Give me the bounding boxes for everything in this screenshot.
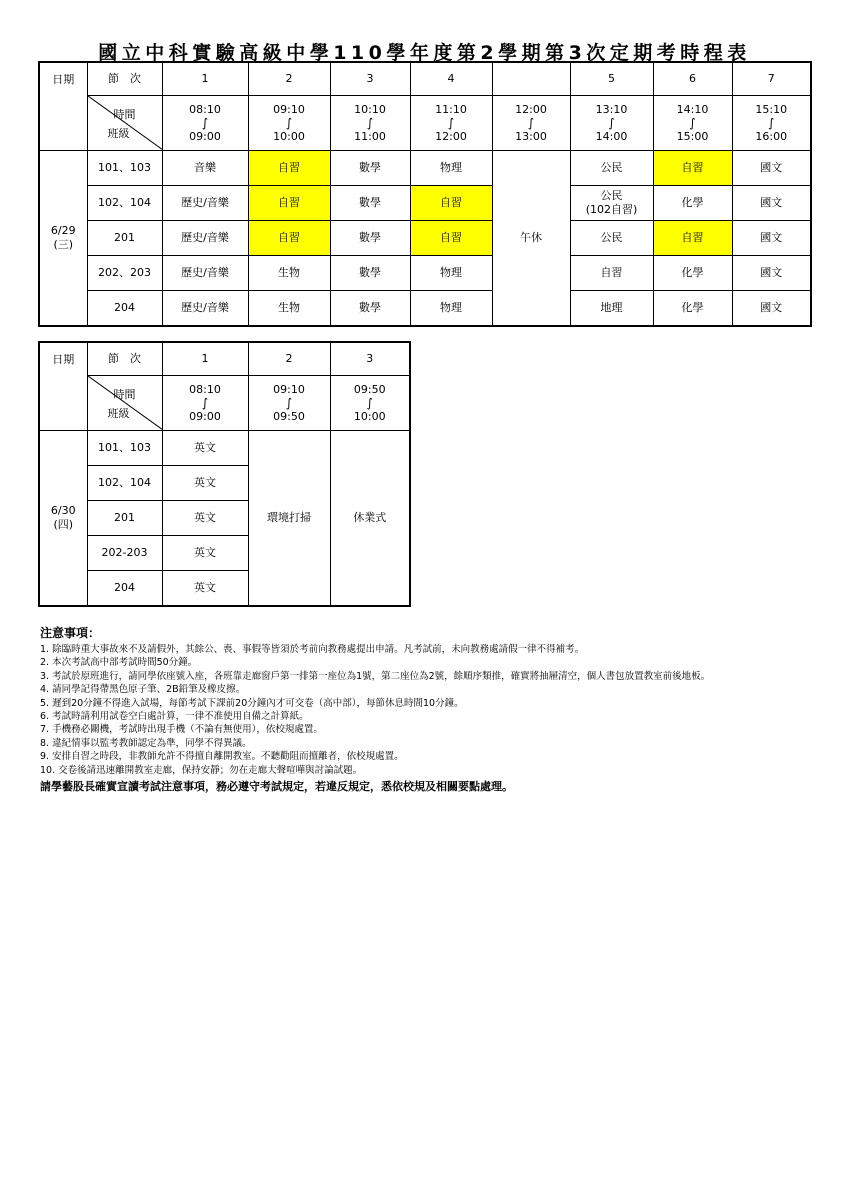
note-item: 4. 請同學記得帶黑色原子筆、2B鉛筆及橡皮擦。 (40, 684, 246, 696)
lunch-break-cell: 午休 (492, 151, 570, 327)
class-cell: 202、203 (87, 256, 162, 291)
diagonal-line (88, 376, 163, 430)
notes-section (40, 624, 810, 794)
period-header (492, 62, 570, 96)
diagonal-line (88, 96, 163, 150)
subject-cell-self-study: 自習 (653, 221, 732, 256)
note-item: 5. 遲到20分鐘不得進入試場，每節考試下課前20分鐘內才可交卷（高中部），每節休息時間10分鐘。 (40, 697, 464, 709)
date-header: 日期 (39, 342, 87, 431)
class-cell: 204 (87, 571, 162, 607)
subject-cell: 自習 (570, 256, 653, 291)
class-cell: 201 (87, 501, 162, 536)
time-range: 14:10 ∫ 15:00 (653, 96, 732, 151)
subject-cell: 數學 (330, 291, 410, 327)
subject-cell-self-study: 自習 (410, 221, 492, 256)
note-item: 1. 除臨時重大事故來不及請假外，其餘公、喪、事假等皆須於考前向教務處提出申請。凡考試前，未向教務處請假一律不得補考。 (40, 644, 585, 655)
period-header: 7 (732, 62, 811, 96)
period-header: 1 (162, 62, 248, 96)
time-range: 08:10 ∫ 09:00 (162, 96, 248, 151)
period-header: 6 (653, 62, 732, 96)
subject-cell: 歷史/音樂 (162, 291, 248, 327)
time-range: 09:10 ∫ 09:50 (248, 376, 330, 431)
subject-cell: 國文 (732, 256, 811, 291)
time-range: 09:50 ∫ 10:00 (330, 376, 410, 431)
class-cell: 102、104 (87, 466, 162, 501)
subject-cell: 物理 (410, 256, 492, 291)
subject-cell: 數學 (330, 221, 410, 256)
subject-cell: 生物 (248, 256, 330, 291)
date-cell: 6/30 (四) (39, 431, 87, 607)
table-row (39, 186, 811, 221)
class-cell: 202-203 (87, 536, 162, 571)
class-cell: 102、104 (87, 186, 162, 221)
notes-list (40, 643, 810, 777)
subject-cell: 數學 (330, 186, 410, 221)
subject-cell: 英文 (162, 466, 248, 501)
note-item: 6. 考試時請利用試卷空白處計算，一律不准使用自備之計算紙。 (40, 711, 309, 723)
period-header: 2 (248, 342, 330, 376)
exam-schedule-table-day1 (38, 61, 812, 327)
note-item: 10. 交卷後請迅速離開教室走廊，保持安靜；勿在走廊大聲喧嘩與討論試題。 (40, 764, 363, 776)
subject-cell: 化學 (653, 256, 732, 291)
subject-cell: 英文 (162, 431, 248, 466)
closing-ceremony-cell: 休業式 (330, 431, 410, 607)
subject-cell-self-study: 自習 (248, 151, 330, 186)
date-header: 日期 (39, 62, 87, 151)
subject-cell: 化學 (653, 186, 732, 221)
subject-cell: 歷史/音樂 (162, 256, 248, 291)
period-header: 3 (330, 62, 410, 96)
class-label: 班級 (107, 127, 130, 140)
class-cell: 101、103 (87, 431, 162, 466)
subject-cell: 英文 (162, 536, 248, 571)
period-header: 1 (162, 342, 248, 376)
class-cell: 204 (87, 291, 162, 327)
period-header: 2 (248, 62, 330, 96)
date-cell: 6/29 (三) (39, 151, 87, 327)
table-row (39, 151, 811, 186)
notes-heading: 注意事項： (40, 626, 101, 640)
subject-cell: 英文 (162, 571, 248, 607)
subject-cell: 生物 (248, 291, 330, 327)
subject-cell: 英文 (162, 501, 248, 536)
time-label: 時間 (113, 388, 136, 401)
class-cell: 101、103 (87, 151, 162, 186)
section-header: 節 次 (87, 62, 162, 96)
subject-cell-self-study: 自習 (653, 151, 732, 186)
note-item: 2. 本次考試高中部考試時間50分鐘。 (40, 657, 198, 669)
notes-final-instruction: 請學藝股長確實宣讀考試注意事項，務必遵守考試規定，若違反規定，悉依校規及相關要點處理。 (40, 780, 513, 794)
time-range: 09:10 ∫ 10:00 (248, 96, 330, 151)
subject-cell: 數學 (330, 256, 410, 291)
time-label: 時間 (113, 108, 136, 121)
subject-cell: 公民 (102自習) (570, 186, 653, 221)
table-row (39, 291, 811, 327)
time-range: 13:10 ∫ 14:00 (570, 96, 653, 151)
class-cell: 201 (87, 221, 162, 256)
subject-cell: 歷史/音樂 (162, 221, 248, 256)
subject-cell: 國文 (732, 151, 811, 186)
subject-cell: 國文 (732, 186, 811, 221)
period-header: 5 (570, 62, 653, 96)
cleaning-cell: 環境打掃 (248, 431, 330, 607)
subject-cell: 地理 (570, 291, 653, 327)
page-title: 國立中科實驗高級中學110學年度第2學期第3次定期考時程表 (98, 42, 751, 64)
time-class-diagonal-header (87, 376, 162, 431)
section-header: 節 次 (87, 342, 162, 376)
time-range: 15:10 ∫ 16:00 (732, 96, 811, 151)
subject-cell: 數學 (330, 151, 410, 186)
note-item: 7. 手機務必關機，考試時出現手機（不論有無使用），依校規處置。 (40, 724, 323, 736)
subject-cell: 國文 (732, 291, 811, 327)
note-item: 3. 考試於原班進行，請同學依座號入座，各班靠走廊窗戶第一排第一座位為1號，第二座位為2號，餘順序類推，確實將抽屜清空，個人書包放置教室前後地板。 (40, 670, 711, 682)
subject-cell: 公民 (570, 151, 653, 186)
time-range: 10:10 ∫ 11:00 (330, 96, 410, 151)
time-range: 11:10 ∫ 12:00 (410, 96, 492, 151)
subject-cell: 歷史/音樂 (162, 186, 248, 221)
subject-cell-self-study: 自習 (248, 221, 330, 256)
subject-cell: 物理 (410, 291, 492, 327)
note-item: 9. 安排自習之時段，非教師允許不得擅自離開教室。不聽勸阻而擅離者，依校規處置。 (40, 751, 404, 763)
subject-cell: 物理 (410, 151, 492, 186)
class-label: 班級 (107, 407, 130, 420)
subject-cell-self-study: 自習 (248, 186, 330, 221)
time-class-diagonal-header (87, 96, 162, 151)
period-header: 4 (410, 62, 492, 96)
note-item: 8. 違紀情事以監考教師認定為準，同學不得異議。 (40, 737, 252, 749)
table-row (39, 431, 410, 466)
table-row (39, 256, 811, 291)
subject-cell: 音樂 (162, 151, 248, 186)
time-range: 12:00 ∫ 13:00 (492, 96, 570, 151)
subject-cell: 化學 (653, 291, 732, 327)
subject-cell: 公民 (570, 221, 653, 256)
subject-cell-self-study: 自習 (410, 186, 492, 221)
period-header: 3 (330, 342, 410, 376)
exam-schedule-table-day2 (38, 341, 411, 607)
time-range: 08:10 ∫ 09:00 (162, 376, 248, 431)
table-row (39, 221, 811, 256)
subject-cell: 國文 (732, 221, 811, 256)
